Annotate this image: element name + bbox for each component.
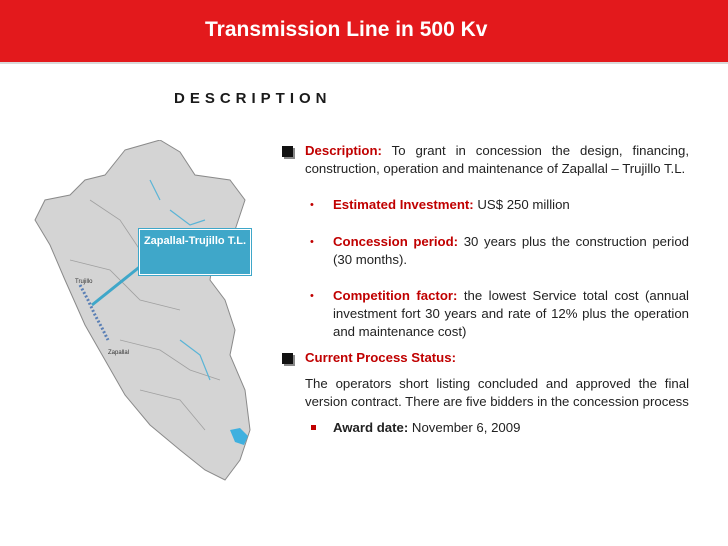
header-bar <box>0 0 728 62</box>
period-item <box>282 233 689 269</box>
competition-text: the lowest Service total cost (annual investment fort 30 years and rate of 12% plus the operation and maintenance cost) <box>333 288 689 339</box>
period-label: Concession period: <box>333 234 459 249</box>
dot-bullet-icon: • <box>310 290 314 302</box>
description-content <box>282 142 689 437</box>
dot-bullet-icon: • <box>310 199 314 211</box>
investment-label: Estimated Investment: <box>333 197 474 212</box>
award-item <box>282 419 689 437</box>
section-heading: DESCRIPTION <box>174 90 332 107</box>
checkbox-bullet-icon <box>282 146 293 157</box>
country-outline <box>35 140 250 480</box>
dot-bullet-icon: • <box>310 236 314 248</box>
description-item <box>282 142 689 178</box>
investment-text: US$ 250 million <box>477 197 570 212</box>
competition-label: Competition factor: <box>333 288 458 303</box>
label-zapallal: Zapallal <box>108 350 130 356</box>
competition-item <box>282 287 689 341</box>
header-divider <box>0 62 728 64</box>
award-label: Award date: <box>333 420 409 435</box>
peru-map-image <box>30 140 285 530</box>
map-callout: Zapallal-Trujillo T.L. <box>139 229 251 275</box>
slide-title: Transmission Line in 500 Kv <box>205 18 488 41</box>
desc-text: To grant in concession the design, financing, construction, operation and maintenance of Zapallal – Trujillo T.L. <box>305 143 689 176</box>
status-item <box>282 349 689 367</box>
period-text: 30 years plus the construction period (30 months). <box>333 234 689 267</box>
status-label: Current Process Status: <box>305 350 456 365</box>
investment-item <box>282 196 689 214</box>
desc-label: Description: <box>305 143 382 158</box>
status-text: The operators short listing concluded and approved the final version contract. There are five bidders in the concession process <box>305 376 689 409</box>
label-trujillo: Trujillo <box>75 279 93 285</box>
square-bullet-icon <box>311 425 316 430</box>
award-text: November 6, 2009 <box>411 420 521 435</box>
checkbox-bullet-icon <box>282 353 293 364</box>
